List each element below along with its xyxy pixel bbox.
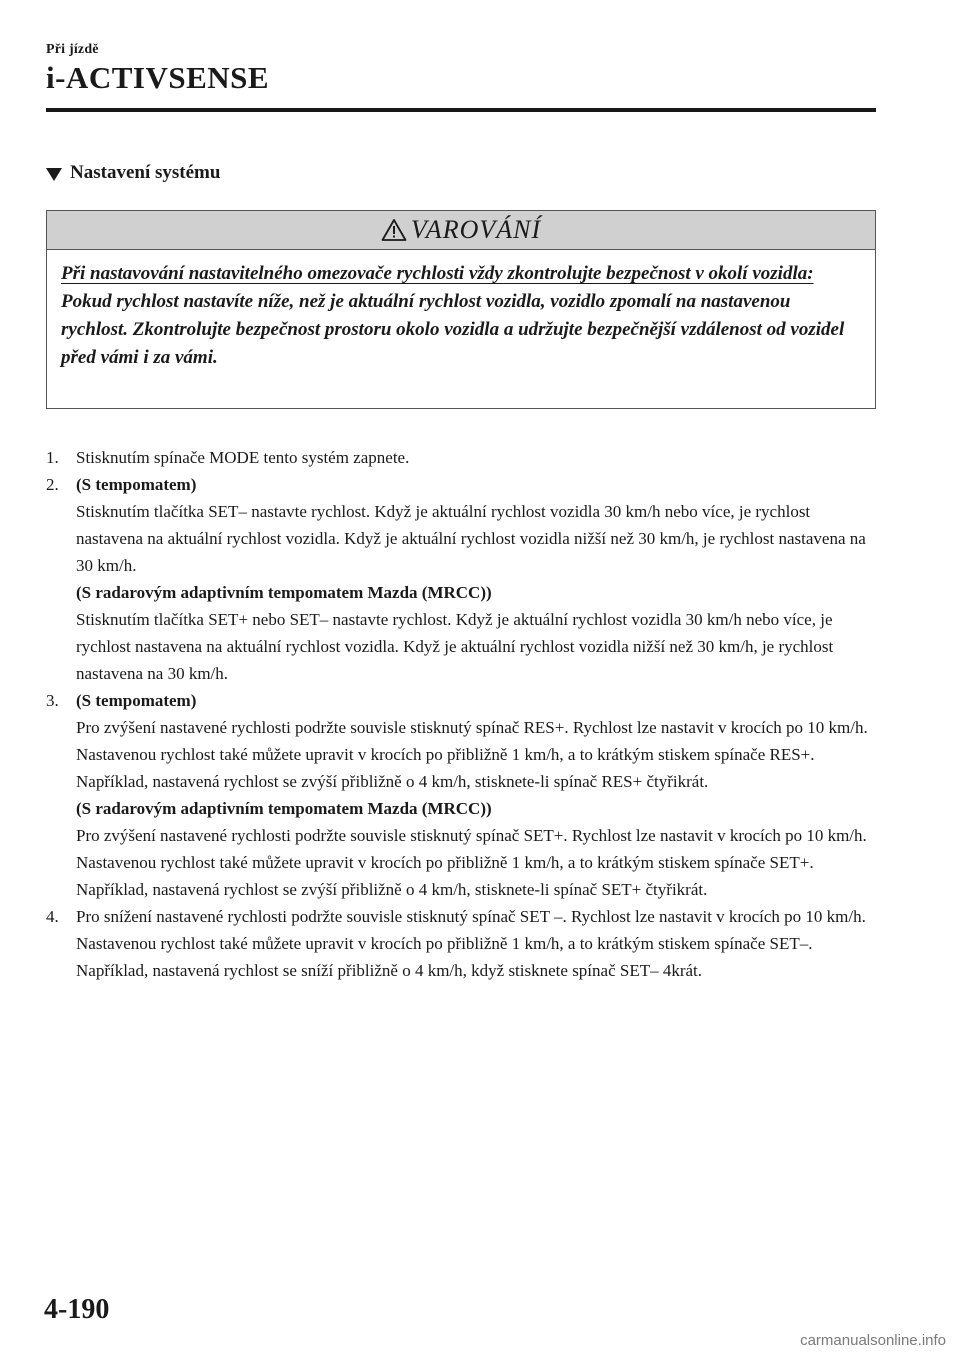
subsection-heading — [46, 162, 220, 184]
step-subheading: (S radarovým adaptivním tempomatem Mazda (MRCC)) — [76, 583, 492, 602]
section-label: Při jízdě — [46, 42, 99, 57]
page-header — [46, 42, 876, 96]
step-number: 1. — [46, 448, 59, 467]
page-number: 4-190 — [44, 1294, 110, 1325]
warning-header — [47, 211, 875, 250]
chapter-title: i-ACTIVSENSE — [46, 60, 270, 95]
step-subheading: (S tempomatem) — [76, 691, 197, 710]
step-body — [76, 687, 876, 903]
step-number: 3. — [46, 691, 59, 710]
step-body — [76, 444, 876, 471]
list-item — [46, 903, 876, 984]
warning-box — [46, 210, 876, 409]
step-subheading: (S tempomatem) — [76, 475, 197, 494]
step-text: Pro snížení nastavené rychlosti podržte souvisle stisknutý spínač SET –. Rychlost lze nastavit v krocích po 10 km/h. Nastavenou rychlost také můžete upravit v krocích po přibližně 1 km/h, a to krátkým stiskem spínače SET–. Například, nastavená rychlost se sníží přibližně o 4 km/h, když stisknete spínač SET– 4krát. — [76, 907, 866, 980]
warning-lead: Při nastavování nastavitelného omezovače rychlosti vždy zkontrolujte bezpečnost v okolí vozidla: — [61, 263, 814, 284]
subsection-title: Nastavení systému — [70, 162, 221, 183]
steps-list — [46, 444, 876, 984]
step-number: 2. — [46, 475, 59, 494]
list-item — [46, 687, 876, 903]
step-text: Stisknutím tlačítka SET– nastavte rychlost. Když je aktuální rychlost vozidla 30 km/h nebo více, je rychlost nastavena na aktuální rychlost vozidla. Když je aktuální rychlost vozidla nižší než 30 km/h, je rychlost nastavena na 30 km/h. — [76, 502, 866, 575]
step-subheading: (S radarovým adaptivním tempomatem Mazda (MRCC)) — [76, 799, 492, 818]
step-number: 4. — [46, 907, 59, 926]
step-body — [76, 471, 876, 687]
step-text: Pro zvýšení nastavené rychlosti podržte souvisle stisknutý spínač RES+. Rychlost lze nastavit v krocích po 10 km/h. Nastavenou rychlost také můžete upravit v krocích po přibližně 1 km/h, a to krátkým stiskem spínače RES+. Například, nastavená rychlost se zvýší přibližně o 4 km/h, stisknete-li spínač RES+ čtyřikrát. — [76, 718, 868, 791]
step-text: Pro zvýšení nastavené rychlosti podržte souvisle stisknutý spínač SET+. Rychlost lze nastavit v krocích po 10 km/h. Nastavenou rychlost také můžete upravit v krocích po přibližně 1 km/h, a to krátkým stiskem spínače SET+. Například, nastavená rychlost se zvýší přibližně o 4 km/h, stisknete-li spínač SET+ čtyřikrát. — [76, 826, 867, 899]
warning-triangle-icon — [381, 218, 407, 242]
warning-body — [47, 250, 875, 372]
step-body — [76, 903, 876, 984]
watermark: carmanualsonline.info — [800, 1332, 946, 1349]
step-text: Stisknutím spínače MODE tento systém zapnete. — [76, 448, 410, 467]
header-divider — [46, 108, 876, 112]
list-item — [46, 444, 876, 471]
warning-text: Pokud rychlost nastavíte níže, než je aktuální rychlost vozidla, vozidlo zpomalí na nastavenou rychlost. Zkontrolujte bezpečnost prostoru okolo vozidla a udržujte bezpečnější vzdálenost od vozidel před vámi i za vámi. — [61, 291, 845, 368]
step-text: Stisknutím tlačítka SET+ nebo SET– nastavte rychlost. Když je aktuální rychlost vozidla 30 km/h nebo více, je rychlost nastavena na aktuální rychlost vozidla. Když je aktuální rychlost vozidla nižší než 30 km/h, je rychlost nastavena na 30 km/h. — [76, 610, 834, 683]
triangle-down-icon — [46, 168, 62, 181]
list-item — [46, 471, 876, 687]
warning-title: VAROVÁNÍ — [410, 215, 542, 244]
